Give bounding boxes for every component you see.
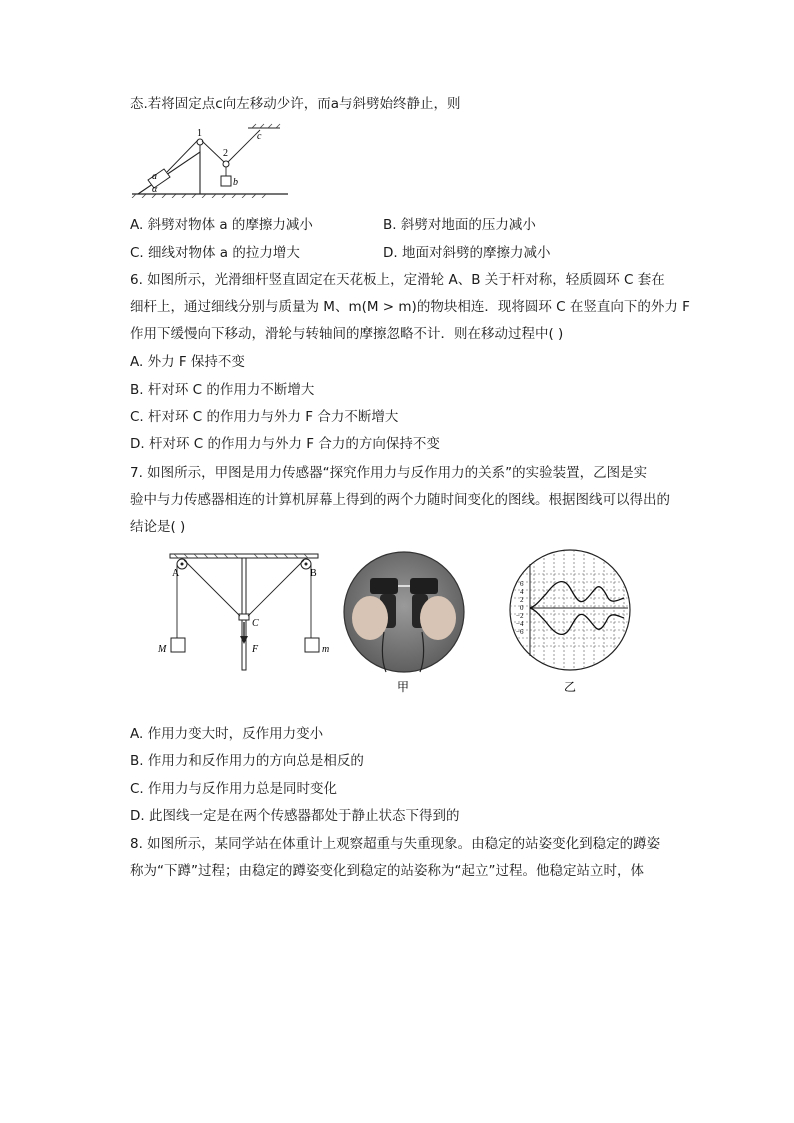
q7-option-d: D. 此图线一定是在两个传感器都处于静止状态下得到的	[130, 808, 460, 824]
q6-stem-line-3: 作用下缓慢向下移动，滑轮与转轴间的摩擦忽略不计．则在移动过程中( )	[130, 326, 564, 342]
force-sensor-photo-figure	[340, 548, 468, 696]
q7-stem-line-3: 结论是( )	[130, 519, 186, 535]
force-f-label: F	[252, 644, 259, 655]
caption-yi: 乙	[564, 680, 577, 694]
pulley-1-label: 1	[197, 128, 202, 139]
q7-stem-line-1: 7. 如图所示，甲图是用力传感器“探究作用力与反作用力的关系”的实验装置，乙图是实	[130, 465, 648, 481]
tick-6: 6	[520, 580, 524, 588]
block-b-label: b	[233, 177, 238, 188]
mass-m-label: m	[322, 644, 330, 655]
pulley-a-label: A	[172, 568, 180, 579]
pulley-rod-figure	[152, 548, 330, 672]
question-5-stem-tail: 态.若将固定点c向左移动少许，而a与斜劈始终静止，则	[130, 96, 461, 112]
tick-4: 4	[520, 588, 524, 596]
q8-stem-line-2: 称为“下蹲”过程；由稳定的蹲姿变化到稳定的站姿称为“起立”过程。他稳定站立时，体	[130, 863, 644, 879]
q5-option-d: D. 地面对斜劈的摩擦力减小	[383, 245, 551, 261]
pulley-b-label: B	[310, 568, 317, 579]
q7-stem-line-2: 验中与力传感器相连的计算机屏幕上得到的两个力随时间变化的图线。根据图线可以得出的	[130, 492, 670, 508]
block-a-label: a	[152, 171, 157, 182]
q6-option-b: B. 杆对环 C 的作用力不断增大	[130, 382, 315, 398]
tick-neg6: −6	[516, 628, 524, 636]
graph-circle	[510, 550, 630, 670]
ring-c-label: C	[252, 618, 259, 629]
q7-option-a: A. 作用力变大时，反作用力变小	[130, 726, 324, 742]
q7-option-c: C. 作用力与反作用力总是同时变化	[130, 781, 338, 797]
tick-0: 0	[520, 604, 524, 612]
point-c-label: c	[257, 131, 262, 142]
q6-stem-line-2: 细杆上，通过细线分别与质量为 M、m(M > m)的物块相连．现将圆环 C 在竖直向下的外力 F	[130, 299, 690, 315]
force-time-graph-figure	[500, 548, 640, 696]
q8-stem-line-1: 8. 如图所示，某同学站在体重计上观察超重与失重现象。由稳定的站姿变化到稳定的蹲姿	[130, 836, 661, 852]
q6-option-c: C. 杆对环 C 的作用力与外力 F 合力不断增大	[130, 409, 399, 425]
q7-option-b: B. 作用力和反作用力的方向总是相反的	[130, 753, 364, 769]
q5-option-a: A. 斜劈对物体 a 的摩擦力减小	[130, 217, 313, 233]
incline-pulley-figure	[130, 122, 290, 198]
tick-neg4: −4	[516, 620, 524, 628]
tick-neg2: −2	[516, 612, 524, 620]
q6-option-a: A. 外力 F 保持不变	[130, 354, 245, 370]
q6-option-d: D. 杆对环 C 的作用力与外力 F 合力的方向保持不变	[130, 436, 440, 452]
pulley-2-label: 2	[223, 148, 228, 159]
tick-2: 2	[520, 596, 524, 604]
caption-jia: 甲	[397, 680, 410, 694]
q5-option-b: B. 斜劈对地面的压力减小	[383, 217, 536, 233]
angle-alpha-label: α	[152, 184, 158, 195]
mass-M-label: M	[158, 644, 167, 655]
q5-option-c: C. 细线对物体 a 的拉力增大	[130, 245, 300, 261]
q6-stem-line-1: 6. 如图所示，光滑细杆竖直固定在天花板上，定滑轮 A、B 关于杆对称，轻质圆环 C 套在	[130, 272, 665, 288]
